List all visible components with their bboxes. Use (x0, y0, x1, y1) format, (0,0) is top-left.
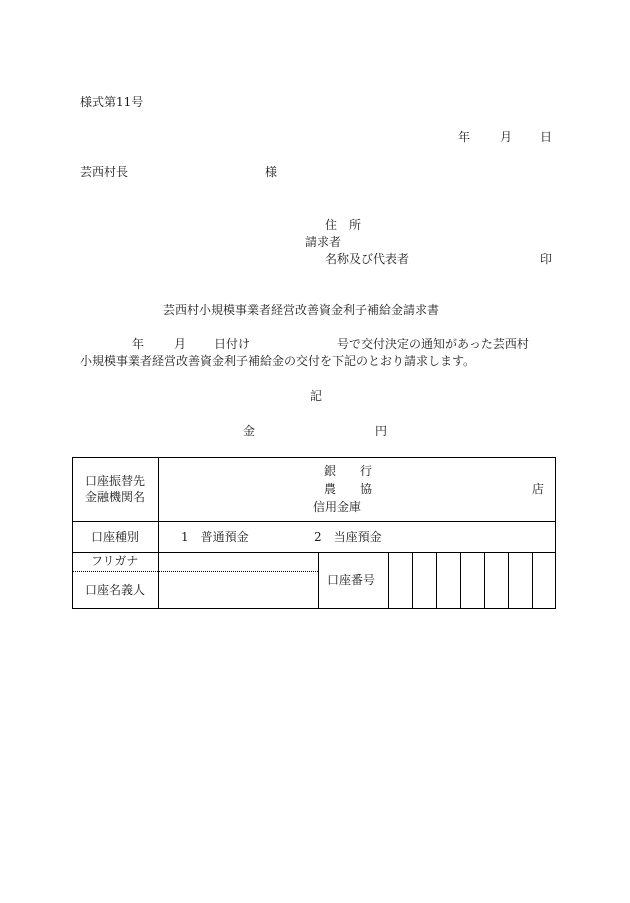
bank-type-credit: 信用金庫 (313, 500, 362, 514)
body-line2: 小規模事業者経営改善資金利子補給金の交付を下記のとおり請求します。 (80, 354, 476, 368)
seal-mark: 印 (540, 252, 553, 266)
digit-divider (460, 552, 461, 608)
body-line1-rest: 号で交付決定の通知があった芸西村 (337, 337, 529, 351)
name-representative-label: 名称及び代表者 (325, 252, 410, 266)
digit-divider (532, 552, 533, 608)
body-dated: 日付け (214, 337, 251, 351)
bank-type-bank: 銀 行 (324, 464, 373, 478)
date-month-label: 月 (500, 130, 513, 144)
document-title: 芸西村小規模事業者経営改善資金利子補給金請求書 (163, 303, 440, 317)
form-number: 様式第11号 (80, 95, 144, 109)
date-day-label: 日 (540, 130, 553, 144)
account-holder-label: 口座名義人 (85, 583, 146, 597)
bank-account-table (72, 457, 556, 609)
ki-heading: 記 (310, 389, 323, 403)
account-type-option-ordinary: 1 普通預金 (181, 530, 249, 544)
date-year-label: 年 (458, 130, 471, 144)
body-month: 月 (174, 337, 187, 351)
addressee-honorific: 様 (265, 165, 278, 179)
bank-label-line2: 金融機関名 (85, 490, 146, 504)
account-type-label: 口座種別 (91, 530, 140, 544)
body-year: 年 (132, 337, 145, 351)
furigana-divider (73, 571, 318, 572)
label-column-divider (158, 458, 159, 608)
digit-divider (484, 552, 485, 608)
requester-label: 請求者 (305, 235, 342, 249)
amount-label: 金 (243, 424, 256, 438)
furigana-label: フリガナ (91, 554, 139, 568)
row-divider (73, 521, 555, 522)
row-divider (73, 552, 555, 553)
digit-divider (412, 552, 413, 608)
digit-divider (388, 552, 389, 608)
column-divider (318, 552, 319, 608)
address-label: 住 所 (325, 218, 362, 232)
bank-type-agri: 農 協 (324, 482, 373, 496)
bank-label-line1: 口座振替先 (85, 474, 146, 488)
account-number-label: 口座番号 (327, 573, 376, 587)
amount-unit: 円 (375, 424, 388, 438)
digit-divider (508, 552, 509, 608)
addressee-name: 芸西村長 (80, 165, 129, 179)
account-type-option-current: 2 当座預金 (314, 530, 382, 544)
branch-label: 店 (532, 482, 545, 496)
digit-divider (436, 552, 437, 608)
